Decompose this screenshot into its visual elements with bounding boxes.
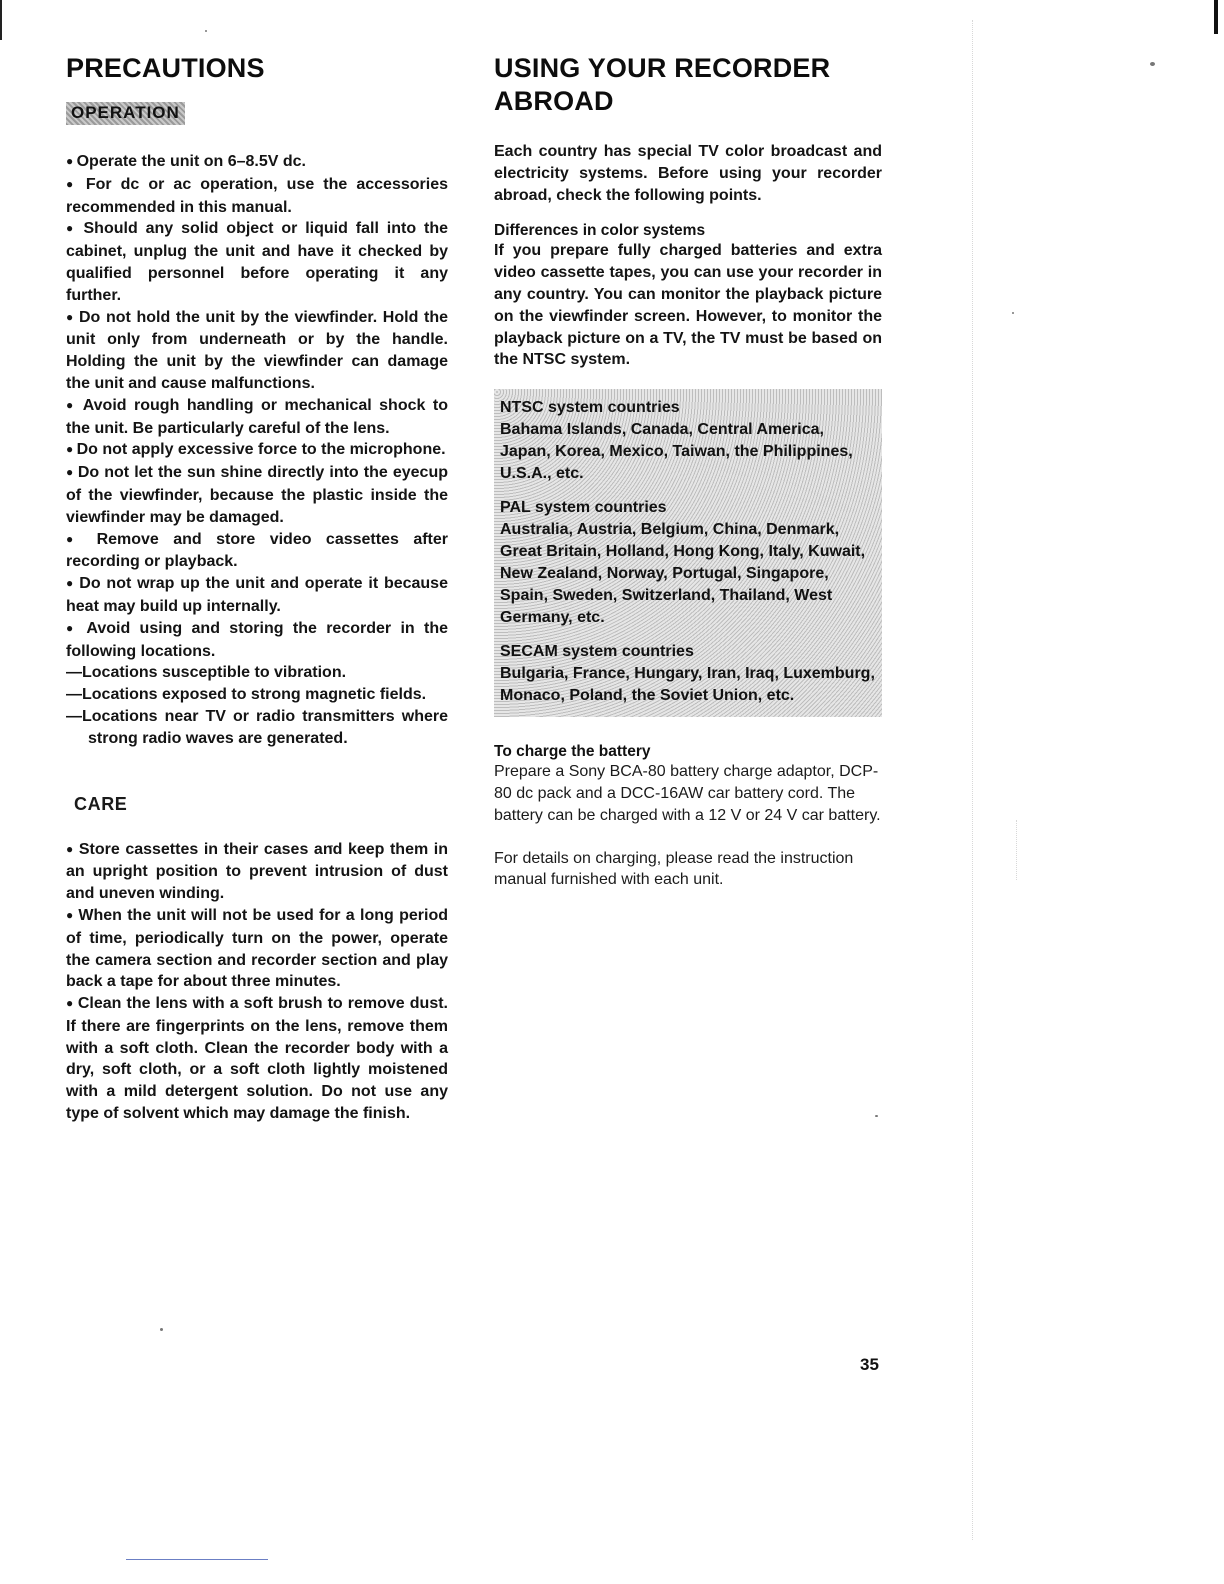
abroad-title-line2: ABROAD: [494, 86, 614, 116]
scan-speck: [875, 1115, 878, 1117]
scan-edge-mark-left: [0, 0, 2, 40]
scan-bottom-rule: [126, 1559, 268, 1560]
charge-heading: To charge the battery: [494, 743, 651, 761]
secam-title: SECAM system countries: [500, 643, 694, 661]
scan-speck: [1150, 62, 1155, 66]
charge-body: Prepare a Sony BCA-80 battery charge adaptor, DCP-80 dc pack and a DCC-16AW car battery cord. The battery can be charged with a 12 V or 24 V car battery.: [494, 763, 881, 824]
locations-list: [66, 662, 448, 749]
details-text: For details on charging, please read the instruction manual furnished with each unit.: [494, 849, 854, 889]
pal-title: PAL system countries: [500, 499, 667, 517]
care-label: CARE: [74, 793, 128, 814]
location-item: —Locations susceptible to vibration.: [66, 664, 347, 682]
abroad-title: [494, 52, 882, 118]
list-item: ● Clean the lens with a soft brush to remove dust. If there are fingerprints on the lens, remove them with a soft cloth. Clean the recorder body with a dry, soft cloth, or a soft cloth lightly moistened with a mild detergent solution. Do not use any type of solvent which may damage the finish.: [66, 993, 448, 1125]
pal-countries: Australia, Austria, Belgium, China, Denmark, Great Britain, Holland, Hong Kong, Italy, Kuwait, New Zealand, Norway, Portugal, Singapore, Spain, Sweden, Switzerland, Thailand, West Germany, etc.: [500, 521, 866, 627]
precautions-column: [66, 52, 448, 1125]
list-item: ● When the unit will not be used for a long period of time, periodically turn on the power, operate the camera section and recorder section and play back a tape for about three minutes.: [66, 905, 448, 993]
list-item: ● Do not hold the unit by the viewfinder. Hold the unit only from underneath or by the handle. Holding the unit by the viewfinder can damage the unit and cause malfunctions.: [66, 307, 448, 395]
operation-list: [66, 151, 448, 662]
list-item: ● Store cassettes in their cases and keep them in an upright position to prevent intrusion of dust and uneven winding.: [66, 839, 448, 905]
pal-group: [500, 497, 876, 629]
list-item: ● Operate the unit on 6–8.5V dc.: [66, 151, 448, 174]
list-item: ● Should any solid object or liquid fall into the cabinet, unplug the unit and have it checked by qualified personnel before operating it any further.: [66, 218, 448, 306]
scan-speck: [205, 30, 207, 32]
scan-speck: [1012, 312, 1014, 314]
abroad-title-line1: USING YOUR RECORDER: [494, 53, 831, 83]
list-item: ● Do not let the sun shine directly into the eyecup of the viewfinder, because the plastic inside the viewfinder may be damaged.: [66, 462, 448, 528]
list-item: ● For dc or ac operation, use the accessories recommended in this manual.: [66, 174, 448, 219]
care-list: [66, 839, 448, 1125]
secam-countries: Bulgaria, France, Hungary, Iran, Iraq, Luxemburg, Monaco, Poland, the Soviet Union, etc.: [500, 665, 875, 705]
ntsc-countries: Bahama Islands, Canada, Central America, Japan, Korea, Mexico, Taiwan, the Philippines, U.S.A., etc.: [500, 421, 853, 483]
page-number: 35: [860, 1355, 879, 1374]
list-item: ● Avoid using and storing the recorder in the following locations.: [66, 618, 448, 663]
list-item: ● Avoid rough handling or mechanical shock to the unit. Be particularly careful of the lens.: [66, 395, 448, 440]
scan-faint-rule: [972, 20, 973, 1540]
color-systems-heading: Differences in color systems: [494, 222, 706, 240]
precautions-title: PRECAUTIONS: [66, 53, 265, 83]
list-item: ● Do not wrap up the unit and operate it because heat may build up internally.: [66, 573, 448, 618]
scan-speck: [160, 1328, 163, 1331]
secam-group: [500, 641, 876, 707]
color-systems-body: If you prepare fully charged batteries and extra video cassette tapes, you can use your recorder in any country. You can monitor the playback picture on the viewfinder screen. However, to monitor the playback picture on a TV, the TV must be based on the NTSC system.: [494, 242, 882, 369]
list-item: ● Do not apply excessive force to the microphone.: [66, 439, 448, 462]
country-systems-box: [494, 389, 882, 717]
abroad-column: [494, 52, 882, 891]
operation-label: OPERATION: [66, 102, 185, 125]
location-item: —Locations near TV or radio transmitters where strong radio waves are generated.: [66, 707, 448, 747]
location-item: —Locations exposed to strong magnetic fields.: [66, 686, 427, 704]
scan-edge-mark-right: [1214, 0, 1218, 34]
scan-faint-rule: [1016, 820, 1017, 880]
ntsc-group: [500, 397, 876, 485]
list-item: ● Remove and store video cassettes after recording or playback.: [66, 529, 448, 574]
abroad-intro: Each country has special TV color broadcast and electricity systems. Before using your recorder abroad, check the following points.: [494, 143, 882, 204]
ntsc-title: NTSC system countries: [500, 399, 680, 417]
